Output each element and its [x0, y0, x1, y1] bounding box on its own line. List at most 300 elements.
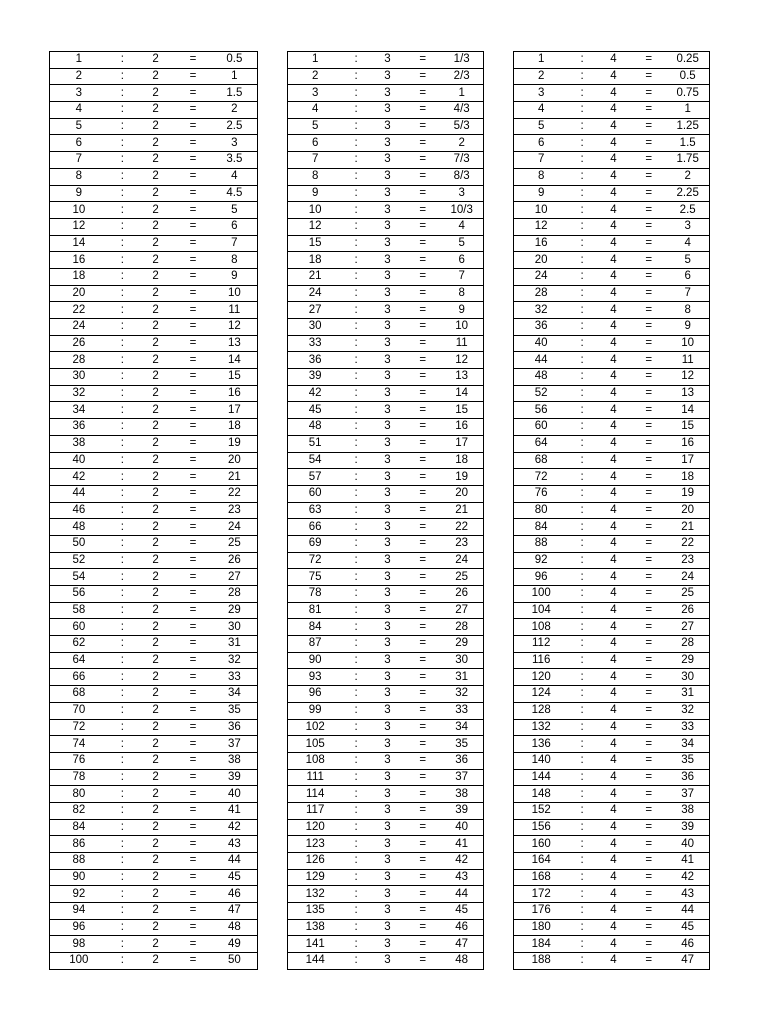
divisor-cell: 3 — [370, 836, 405, 853]
dividend-cell: 78 — [288, 586, 343, 603]
equals-symbol: = — [631, 102, 666, 119]
quotient-cell: 12 — [212, 319, 258, 336]
dividend-cell: 30 — [50, 369, 108, 386]
colon-symbol: : — [342, 869, 369, 886]
colon-symbol: : — [342, 118, 369, 135]
table-row — [50, 919, 258, 936]
quotient-cell: 33 — [440, 702, 483, 719]
divisor-cell: 3 — [370, 485, 405, 502]
table-row — [50, 485, 258, 502]
divisor-cell: 2 — [137, 268, 174, 285]
table-row — [514, 869, 710, 886]
equals-symbol: = — [174, 569, 211, 586]
divisor-cell: 2 — [137, 636, 174, 653]
table-row — [50, 769, 258, 786]
dividend-cell: 4 — [50, 102, 108, 119]
table-row — [288, 853, 484, 870]
dividend-cell: 176 — [514, 903, 569, 920]
dividend-cell: 144 — [514, 769, 569, 786]
divisor-cell: 3 — [370, 936, 405, 953]
quotient-cell: 6 — [666, 268, 709, 285]
equals-symbol: = — [631, 469, 666, 486]
divisor-cell: 4 — [596, 786, 631, 803]
dividend-cell: 46 — [50, 502, 108, 519]
equals-symbol: = — [174, 519, 211, 536]
quotient-cell: 2 — [440, 135, 483, 152]
divisor-cell: 3 — [370, 552, 405, 569]
equals-symbol: = — [405, 853, 440, 870]
quotient-cell: 40 — [666, 836, 709, 853]
table-row — [514, 369, 710, 386]
colon-symbol: : — [342, 235, 369, 252]
divisor-cell: 3 — [370, 752, 405, 769]
dividend-cell: 34 — [50, 402, 108, 419]
colon-symbol: : — [108, 185, 137, 202]
quotient-cell: 30 — [212, 619, 258, 636]
quotient-cell: 41 — [666, 853, 709, 870]
table-row — [288, 836, 484, 853]
quotient-cell: 24 — [212, 519, 258, 536]
colon-symbol: : — [568, 385, 595, 402]
divisor-cell: 3 — [370, 102, 405, 119]
divisor-cell: 2 — [137, 385, 174, 402]
quotient-cell: 3 — [440, 185, 483, 202]
quotient-cell: 28 — [440, 619, 483, 636]
divisor-cell: 3 — [370, 602, 405, 619]
divisor-cell: 2 — [137, 619, 174, 636]
equals-symbol: = — [631, 752, 666, 769]
quotient-cell: 4/3 — [440, 102, 483, 119]
table-row — [288, 302, 484, 319]
quotient-cell: 1.75 — [666, 152, 709, 169]
table-row — [50, 235, 258, 252]
colon-symbol: : — [108, 268, 137, 285]
quotient-cell: 1/3 — [440, 52, 483, 69]
divisor-cell: 4 — [596, 886, 631, 903]
table-row — [514, 802, 710, 819]
quotient-cell: 9 — [440, 302, 483, 319]
equals-symbol: = — [405, 168, 440, 185]
table-row — [288, 953, 484, 970]
table-row — [288, 769, 484, 786]
equals-symbol: = — [174, 535, 211, 552]
table-row — [288, 168, 484, 185]
divisor-cell: 2 — [137, 736, 174, 753]
quotient-cell: 22 — [212, 485, 258, 502]
equals-symbol: = — [405, 135, 440, 152]
table-row — [514, 252, 710, 269]
table-row — [514, 435, 710, 452]
equals-symbol: = — [631, 569, 666, 586]
dividend-cell: 45 — [288, 402, 343, 419]
equals-symbol: = — [174, 268, 211, 285]
divisor-cell: 2 — [137, 552, 174, 569]
equals-symbol: = — [631, 319, 666, 336]
equals-symbol: = — [631, 485, 666, 502]
divisor-cell: 3 — [370, 802, 405, 819]
colon-symbol: : — [342, 953, 369, 970]
table-row — [514, 335, 710, 352]
divisor-cell: 3 — [370, 769, 405, 786]
quotient-cell: 25 — [212, 535, 258, 552]
dividend-cell: 152 — [514, 802, 569, 819]
divisor-cell: 3 — [370, 385, 405, 402]
divisor-cell: 4 — [596, 853, 631, 870]
colon-symbol: : — [108, 118, 137, 135]
table-row — [50, 268, 258, 285]
table-row — [50, 452, 258, 469]
table-row — [514, 652, 710, 669]
equals-symbol: = — [631, 419, 666, 436]
table-row — [288, 786, 484, 803]
equals-symbol: = — [174, 953, 211, 970]
colon-symbol: : — [342, 586, 369, 603]
table-row — [50, 118, 258, 135]
colon-symbol: : — [342, 285, 369, 302]
divisor-cell: 4 — [596, 435, 631, 452]
dividend-cell: 136 — [514, 736, 569, 753]
divisor-cell: 2 — [137, 652, 174, 669]
equals-symbol: = — [631, 385, 666, 402]
colon-symbol: : — [568, 869, 595, 886]
colon-symbol: : — [568, 535, 595, 552]
dividend-cell: 16 — [50, 252, 108, 269]
equals-symbol: = — [174, 202, 211, 219]
equals-symbol: = — [631, 218, 666, 235]
dividend-cell: 96 — [50, 919, 108, 936]
colon-symbol: : — [108, 619, 137, 636]
dividend-cell: 90 — [50, 869, 108, 886]
colon-symbol: : — [342, 102, 369, 119]
divisor-cell: 2 — [137, 903, 174, 920]
equals-symbol: = — [174, 786, 211, 803]
dividend-cell: 56 — [514, 402, 569, 419]
dividend-cell: 75 — [288, 569, 343, 586]
colon-symbol: : — [108, 686, 137, 703]
divisor-cell: 4 — [596, 569, 631, 586]
quotient-cell: 2 — [666, 168, 709, 185]
table-row — [514, 719, 710, 736]
table-row — [514, 85, 710, 102]
quotient-cell: 23 — [440, 535, 483, 552]
colon-symbol: : — [342, 452, 369, 469]
table-row — [514, 52, 710, 69]
quotient-cell: 35 — [666, 752, 709, 769]
colon-symbol: : — [568, 786, 595, 803]
dividend-cell: 64 — [514, 435, 569, 452]
divisor-cell: 3 — [370, 535, 405, 552]
quotient-cell: 43 — [440, 869, 483, 886]
equals-symbol: = — [631, 285, 666, 302]
equals-symbol: = — [405, 352, 440, 369]
equals-symbol: = — [631, 435, 666, 452]
equals-symbol: = — [631, 302, 666, 319]
divisor-cell: 4 — [596, 335, 631, 352]
divisor-cell: 2 — [137, 352, 174, 369]
dividend-cell: 112 — [514, 636, 569, 653]
dividend-cell: 24 — [514, 268, 569, 285]
colon-symbol: : — [342, 369, 369, 386]
dividend-cell: 68 — [514, 452, 569, 469]
table-row — [514, 669, 710, 686]
dividend-cell: 44 — [50, 485, 108, 502]
dividend-cell: 22 — [50, 302, 108, 319]
colon-symbol: : — [568, 402, 595, 419]
colon-symbol: : — [568, 102, 595, 119]
quotient-cell: 3.5 — [212, 152, 258, 169]
dividend-cell: 9 — [288, 185, 343, 202]
table-row — [50, 535, 258, 552]
dividend-cell: 60 — [514, 419, 569, 436]
equals-symbol: = — [631, 52, 666, 69]
dividend-cell: 7 — [514, 152, 569, 169]
divisor-cell: 4 — [596, 268, 631, 285]
equals-symbol: = — [631, 936, 666, 953]
colon-symbol: : — [342, 919, 369, 936]
quotient-cell: 17 — [666, 452, 709, 469]
colon-symbol: : — [108, 402, 137, 419]
equals-symbol: = — [174, 68, 211, 85]
quotient-cell: 17 — [212, 402, 258, 419]
table-row — [288, 702, 484, 719]
quotient-cell: 33 — [212, 669, 258, 686]
equals-symbol: = — [405, 919, 440, 936]
divisor-cell: 4 — [596, 736, 631, 753]
divisor-cell: 4 — [596, 919, 631, 936]
quotient-cell: 24 — [666, 569, 709, 586]
quotient-cell: 8 — [666, 302, 709, 319]
divisor-cell: 4 — [596, 702, 631, 719]
table-row — [514, 769, 710, 786]
divisor-cell: 3 — [370, 919, 405, 936]
equals-symbol: = — [174, 335, 211, 352]
dividend-cell: 120 — [514, 669, 569, 686]
quotient-cell: 2.25 — [666, 185, 709, 202]
equals-symbol: = — [405, 719, 440, 736]
quotient-cell: 0.75 — [666, 85, 709, 102]
divisor-cell: 2 — [137, 135, 174, 152]
table-row — [514, 853, 710, 870]
colon-symbol: : — [108, 519, 137, 536]
equals-symbol: = — [174, 903, 211, 920]
quotient-cell: 41 — [440, 836, 483, 853]
dividend-cell: 132 — [514, 719, 569, 736]
dividend-cell: 27 — [288, 302, 343, 319]
equals-symbol: = — [174, 102, 211, 119]
equals-symbol: = — [174, 736, 211, 753]
divisor-cell: 3 — [370, 319, 405, 336]
quotient-cell: 6 — [440, 252, 483, 269]
quotient-cell: 14 — [440, 385, 483, 402]
colon-symbol: : — [568, 268, 595, 285]
divisor-cell: 4 — [596, 452, 631, 469]
colon-symbol: : — [108, 586, 137, 603]
table-row — [50, 369, 258, 386]
quotient-cell: 42 — [666, 869, 709, 886]
equals-symbol: = — [174, 886, 211, 903]
equals-symbol: = — [174, 636, 211, 653]
divisor-cell: 4 — [596, 319, 631, 336]
table-row — [514, 385, 710, 402]
table-row — [50, 152, 258, 169]
equals-symbol: = — [405, 652, 440, 669]
colon-symbol: : — [568, 85, 595, 102]
divisor-cell: 3 — [370, 669, 405, 686]
dividend-cell: 44 — [514, 352, 569, 369]
equals-symbol: = — [174, 919, 211, 936]
dividend-cell: 54 — [288, 452, 343, 469]
dividend-cell: 6 — [514, 135, 569, 152]
dividend-cell: 2 — [514, 68, 569, 85]
equals-symbol: = — [631, 819, 666, 836]
colon-symbol: : — [108, 419, 137, 436]
divisor-cell: 4 — [596, 802, 631, 819]
dividend-cell: 14 — [50, 235, 108, 252]
divisor-cell: 4 — [596, 602, 631, 619]
divisor-cell: 3 — [370, 435, 405, 452]
divisor-cell: 2 — [137, 802, 174, 819]
quotient-cell: 0.5 — [666, 68, 709, 85]
equals-symbol: = — [174, 235, 211, 252]
colon-symbol: : — [342, 552, 369, 569]
divisor-cell: 4 — [596, 235, 631, 252]
equals-symbol: = — [174, 769, 211, 786]
divisor-cell: 4 — [596, 52, 631, 69]
colon-symbol: : — [108, 953, 137, 970]
colon-symbol: : — [342, 218, 369, 235]
table-row — [50, 469, 258, 486]
table-row — [514, 469, 710, 486]
quotient-cell: 17 — [440, 435, 483, 452]
colon-symbol: : — [568, 369, 595, 386]
equals-symbol: = — [631, 185, 666, 202]
equals-symbol: = — [174, 802, 211, 819]
dividend-cell: 108 — [514, 619, 569, 636]
colon-symbol: : — [108, 102, 137, 119]
quotient-cell: 32 — [666, 702, 709, 719]
dividend-cell: 66 — [288, 519, 343, 536]
divisor-cell: 3 — [370, 786, 405, 803]
equals-symbol: = — [631, 402, 666, 419]
equals-symbol: = — [631, 252, 666, 269]
table-row — [288, 586, 484, 603]
quotient-cell: 27 — [440, 602, 483, 619]
quotient-cell: 4 — [666, 235, 709, 252]
colon-symbol: : — [108, 819, 137, 836]
colon-symbol: : — [108, 485, 137, 502]
quotient-cell: 13 — [440, 369, 483, 386]
colon-symbol: : — [108, 335, 137, 352]
quotient-cell: 41 — [212, 802, 258, 819]
quotient-cell: 39 — [666, 819, 709, 836]
table-row — [514, 535, 710, 552]
divisor-cell: 4 — [596, 68, 631, 85]
divisor-cell: 3 — [370, 519, 405, 536]
dividend-cell: 15 — [288, 235, 343, 252]
divisor-cell: 4 — [596, 519, 631, 536]
divisor-cell: 2 — [137, 369, 174, 386]
dividend-cell: 40 — [50, 452, 108, 469]
table-row — [288, 669, 484, 686]
dividend-cell: 52 — [50, 552, 108, 569]
colon-symbol: : — [108, 319, 137, 336]
dividend-cell: 70 — [50, 702, 108, 719]
quotient-cell: 48 — [440, 953, 483, 970]
quotient-cell: 32 — [440, 686, 483, 703]
dividend-cell: 126 — [288, 853, 343, 870]
equals-symbol: = — [405, 686, 440, 703]
table-row — [514, 953, 710, 970]
divisor-cell: 2 — [137, 252, 174, 269]
equals-symbol: = — [405, 535, 440, 552]
dividend-cell: 62 — [50, 636, 108, 653]
equals-symbol: = — [405, 669, 440, 686]
divisor-cell: 2 — [137, 686, 174, 703]
colon-symbol: : — [342, 52, 369, 69]
colon-symbol: : — [568, 769, 595, 786]
table-row — [514, 586, 710, 603]
equals-symbol: = — [174, 853, 211, 870]
colon-symbol: : — [108, 85, 137, 102]
table-row — [288, 68, 484, 85]
dividend-cell: 93 — [288, 669, 343, 686]
dividend-cell: 3 — [50, 85, 108, 102]
equals-symbol: = — [174, 435, 211, 452]
colon-symbol: : — [568, 352, 595, 369]
quotient-cell: 37 — [212, 736, 258, 753]
table-row — [514, 819, 710, 836]
quotient-cell: 45 — [666, 919, 709, 936]
table-row — [514, 152, 710, 169]
dividend-cell: 24 — [288, 285, 343, 302]
dividend-cell: 21 — [288, 268, 343, 285]
table-row — [514, 485, 710, 502]
quotient-cell: 32 — [212, 652, 258, 669]
quotient-cell: 28 — [212, 586, 258, 603]
colon-symbol: : — [108, 652, 137, 669]
quotient-cell: 38 — [440, 786, 483, 803]
quotient-cell: 27 — [666, 619, 709, 636]
colon-symbol: : — [108, 202, 137, 219]
quotient-cell: 1.5 — [666, 135, 709, 152]
quotient-cell: 42 — [440, 853, 483, 870]
equals-symbol: = — [631, 68, 666, 85]
divisor-cell: 3 — [370, 569, 405, 586]
dividend-cell: 57 — [288, 469, 343, 486]
dividend-cell: 42 — [288, 385, 343, 402]
divisor-cell: 2 — [137, 936, 174, 953]
colon-symbol: : — [108, 52, 137, 69]
divisor-cell: 3 — [370, 402, 405, 419]
colon-symbol: : — [342, 252, 369, 269]
table-row — [50, 836, 258, 853]
divisor-cell: 4 — [596, 135, 631, 152]
colon-symbol: : — [108, 786, 137, 803]
quotient-cell: 44 — [212, 853, 258, 870]
quotient-cell: 15 — [212, 369, 258, 386]
colon-symbol: : — [342, 519, 369, 536]
table-row — [288, 552, 484, 569]
table-row — [50, 669, 258, 686]
dividend-cell: 8 — [514, 168, 569, 185]
quotient-cell: 31 — [440, 669, 483, 686]
colon-symbol: : — [568, 569, 595, 586]
dividend-cell: 51 — [288, 435, 343, 452]
equals-symbol: = — [174, 135, 211, 152]
dividend-cell: 4 — [288, 102, 343, 119]
quotient-cell: 16 — [440, 419, 483, 436]
equals-symbol: = — [405, 502, 440, 519]
